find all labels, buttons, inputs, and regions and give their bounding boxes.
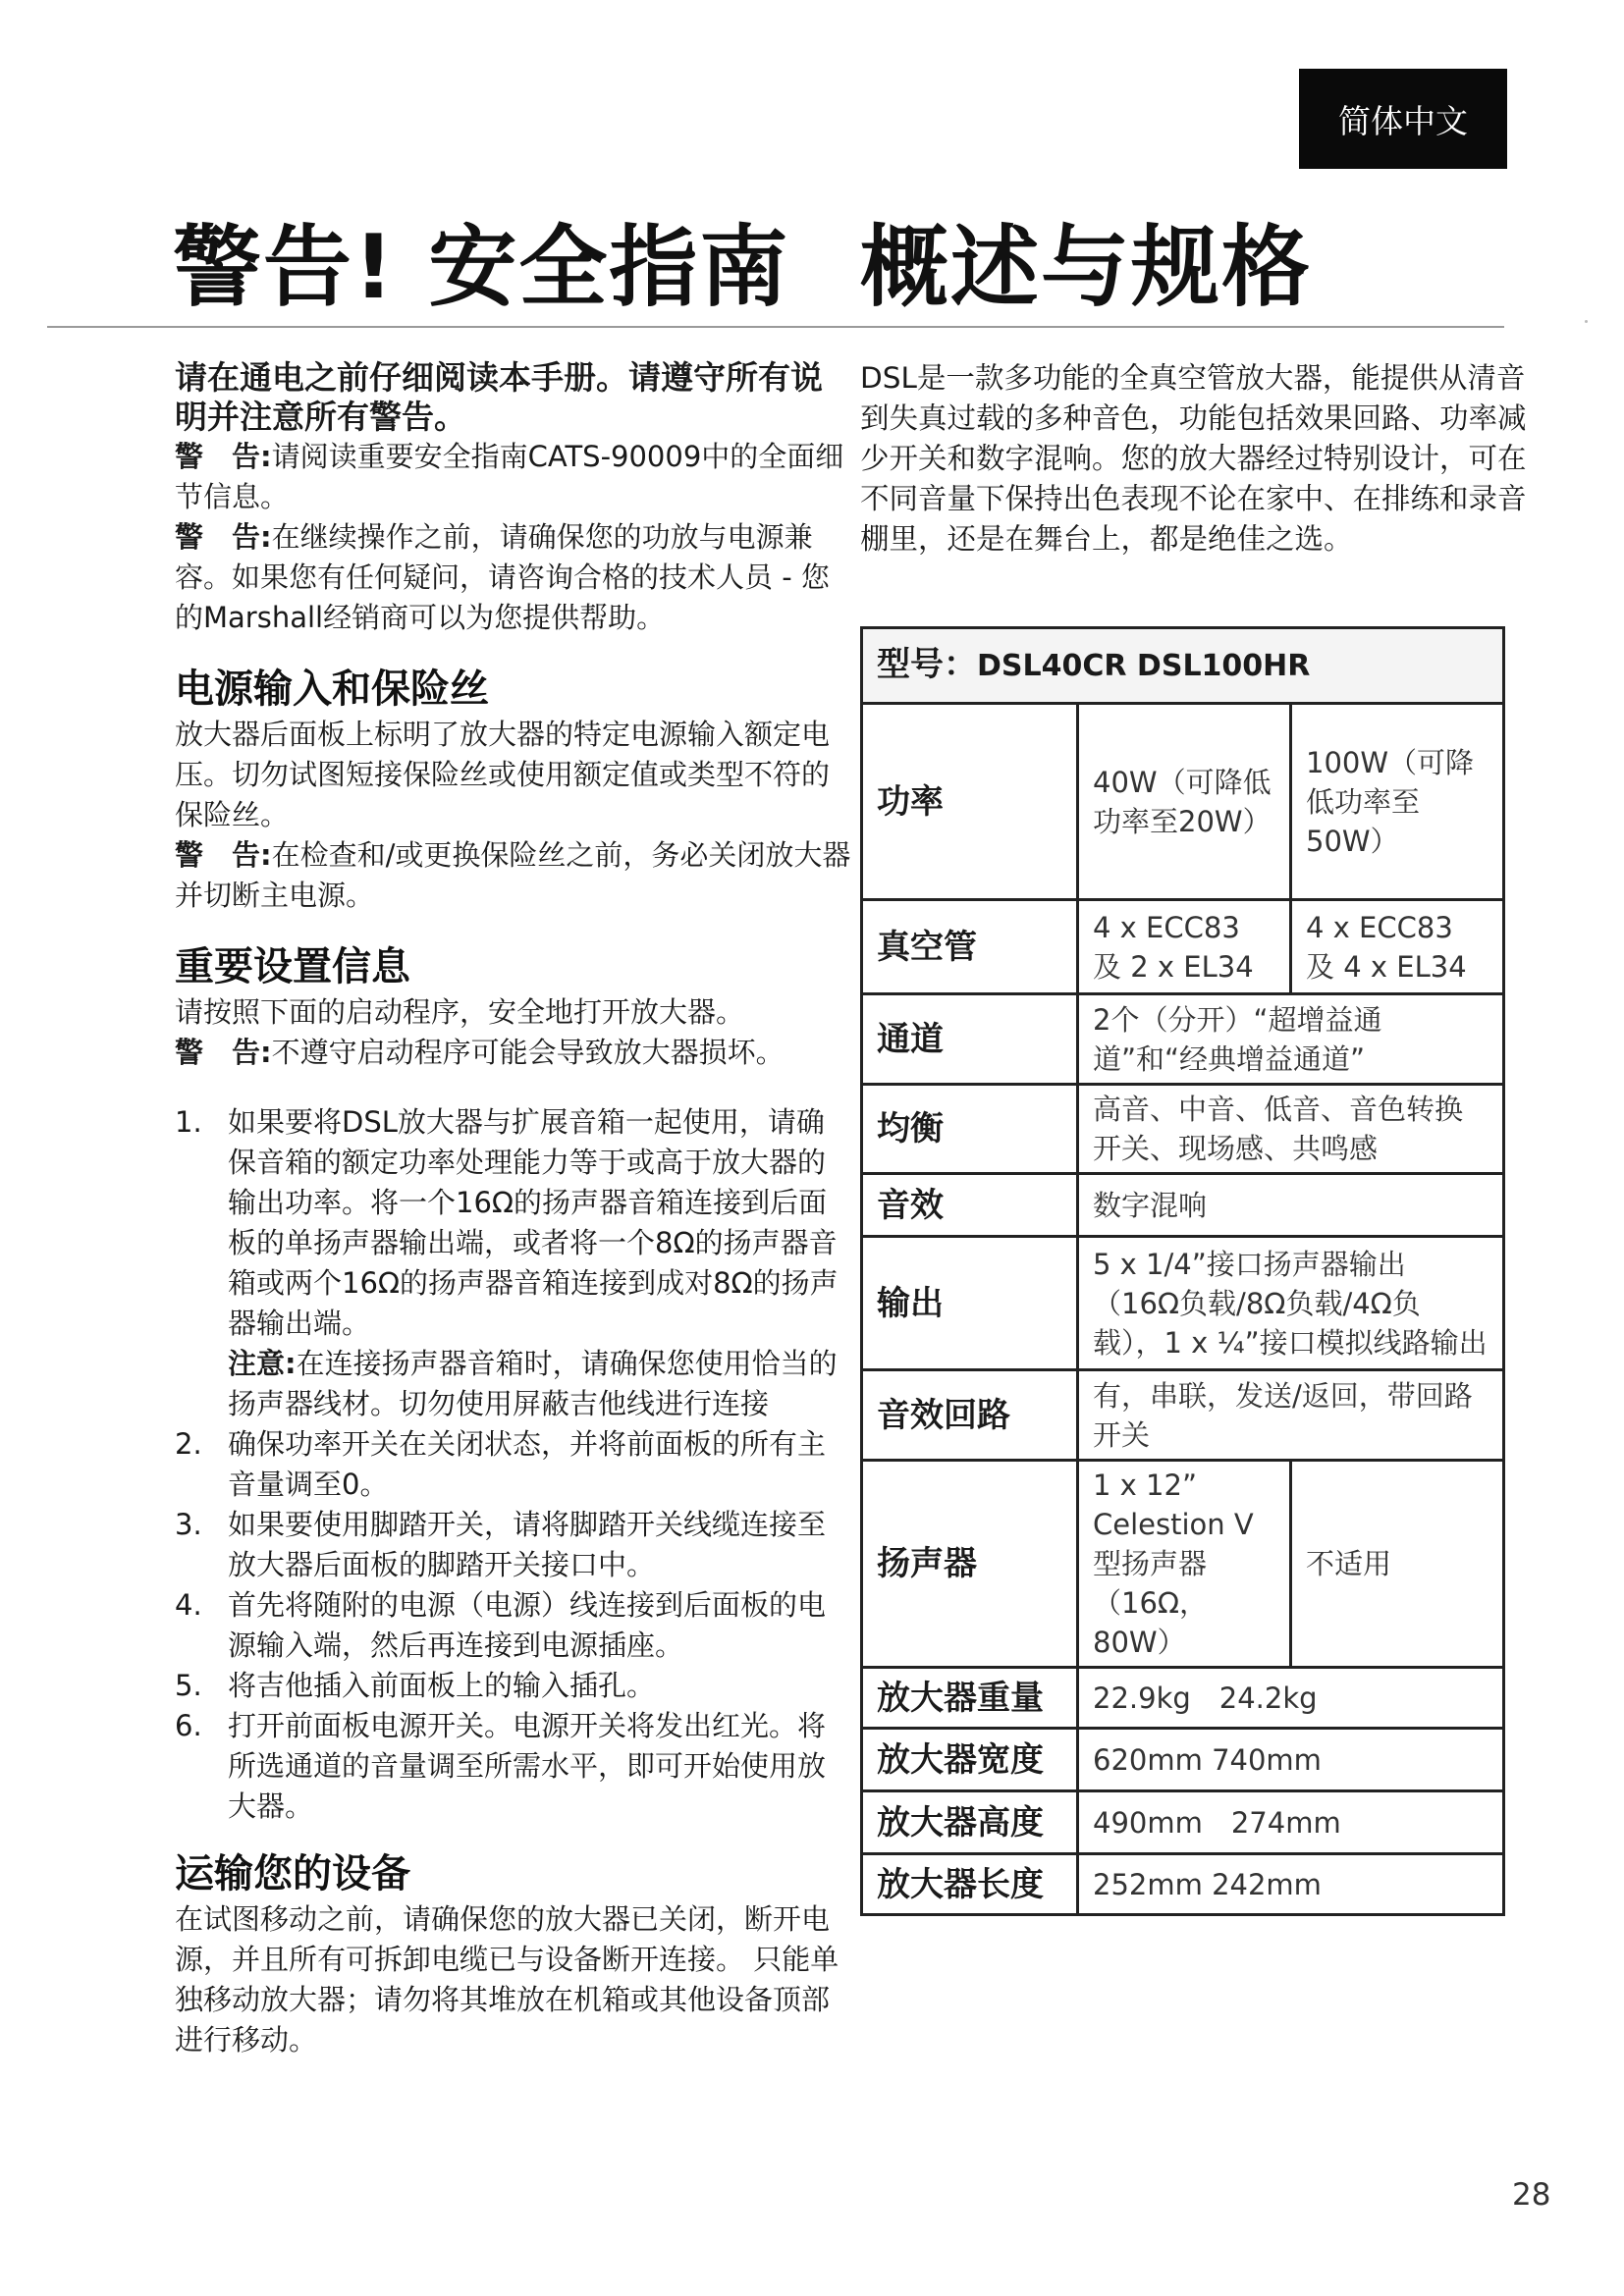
warning-1	[175, 437, 852, 517]
warning-4	[175, 1033, 852, 1073]
spec-label: 扬声器	[862, 1461, 1078, 1668]
step-text: 首先将随附的电源（电源）线连接到后面板的电源输入端，然后再连接到电源插座。	[228, 1588, 827, 1662]
setup-text: 请按照下面的启动程序，安全地打开放大器。	[175, 995, 745, 1029]
table-row	[862, 704, 1504, 900]
note-text: 在连接扬声器音箱时，请确保您使用恰当的扬声器线材。切勿使用屏蔽吉他线进行连接	[228, 1347, 838, 1420]
safety-title: 警告! 安全指南	[173, 216, 790, 319]
list-item	[175, 1666, 852, 1706]
lead-instruction: 请在通电之前仔细阅读本手册。请遵守所有说明并注意所有警告。	[175, 358, 823, 436]
spec-value: 1 x 12” Celestion V型扬声器（16Ω，80W）	[1078, 1461, 1291, 1668]
table-row	[862, 900, 1504, 994]
list-item	[175, 1102, 852, 1424]
warning-label: 警 告:	[175, 838, 272, 872]
warning-text: 请阅读重要安全指南CATS-90009中的全面细节信息。	[175, 440, 844, 513]
step-text: 打开前面板电源开关。电源开关将发出红光。将所选通道的音量调至所需水平，即可开始使用放大器。	[228, 1709, 827, 1823]
warning-2	[175, 517, 852, 638]
table-row	[862, 1729, 1504, 1791]
spec-label: 放大器长度	[862, 1854, 1078, 1915]
step-text: 如果要将DSL放大器与扩展音箱一起使用，请确保音箱的额定功率处理能力等于或高于放大器的输出功率。将一个16Ω的扬声器音箱连接到后面板的单扬声器输出端，或者将一个8Ω的扬声器音箱或两个16Ω的扬声器音箱连接到成对8Ω的扬声器输出端。	[228, 1105, 839, 1340]
warning-label: 警 告:	[175, 1036, 272, 1069]
spec-value: 不适用	[1291, 1461, 1504, 1668]
model-value: DSL40CR DSL100HR	[977, 649, 1311, 683]
spec-label: 放大器宽度	[862, 1729, 1078, 1791]
table-row	[862, 1085, 1504, 1174]
spec-value: 有，串联，发送/返回，带回路开关	[1078, 1370, 1504, 1461]
list-item	[175, 1424, 852, 1505]
product-intro: DSL是一款多功能的全真空管放大器，能提供从清音到失真过载的多种音色，功能包括效果回路、功率减少开关和数字混响。您的放大器经过特别设计，可在不同音量下保持出色表现不论在家中、在排练和录音棚里，还是在舞台上，都是绝佳之选。	[860, 361, 1527, 556]
step-number: 6.	[175, 1709, 202, 1742]
power-heading: 电源输入和保险丝	[175, 667, 489, 712]
overview-column	[860, 358, 1547, 560]
model-label: 型号：	[877, 645, 977, 684]
overview-title: 概述与规格	[860, 216, 1312, 319]
spec-value: 490mm 274mm	[1078, 1791, 1504, 1854]
step-number: 2.	[175, 1427, 202, 1461]
step-number: 4.	[175, 1588, 202, 1622]
page-number: 28	[1512, 2177, 1551, 2213]
list-item	[175, 1505, 852, 1585]
spec-label: 音效	[862, 1174, 1078, 1237]
spec-value: 2个（分开）“超增益通道”和“经典增益通道”	[1078, 994, 1504, 1085]
table-row	[862, 1370, 1504, 1461]
step-number: 1.	[175, 1105, 202, 1139]
step-text: 如果要使用脚踏开关，请将脚踏开关线缆连接至放大器后面板的脚踏开关接口中。	[228, 1508, 827, 1581]
table-row	[862, 1854, 1504, 1915]
model-cell	[862, 628, 1504, 704]
table-row	[862, 1237, 1504, 1370]
spec-value: 数字混响	[1078, 1174, 1504, 1237]
transport-heading: 运输您的设备	[175, 1851, 410, 1896]
list-item	[175, 1585, 852, 1666]
list-item	[175, 1706, 852, 1827]
warning-text: 不遵守启动程序可能会导致放大器损坏。	[271, 1036, 785, 1069]
power-text: 放大器后面板上标明了放大器的特定电源输入额定电压。切勿试图短接保险丝或使用额定值或类型不符的保险丝。	[175, 718, 831, 831]
table-row	[862, 1791, 1504, 1854]
spec-value: 高音、中音、低音、音色转换开关、现场感、共鸣感	[1078, 1085, 1504, 1174]
spec-value: 100W（可降低功率至50W）	[1291, 704, 1504, 900]
transport-text: 在试图移动之前，请确保您的放大器已关闭，断开电源，并且所有可拆卸电缆已与设备断开连接。 只能单独移动放大器；请勿将其堆放在机箱或其他设备顶部进行移动。	[175, 1902, 839, 2056]
warning-3	[175, 835, 852, 916]
spec-value: 5 x 1/4”接口扬声器输出（16Ω负载/8Ω负载/4Ω负载），1 x ¼”接口模拟线路输出	[1078, 1237, 1504, 1370]
table-row	[862, 1668, 1504, 1729]
spec-value: 252mm 242mm	[1078, 1854, 1504, 1915]
step-text: 确保功率开关在关闭状态，并将前面板的所有主音量调至0。	[228, 1427, 827, 1501]
note-label: 注意:	[228, 1347, 297, 1380]
spec-value: 40W（可降低功率至20W）	[1078, 704, 1291, 900]
step-number: 3.	[175, 1508, 202, 1541]
spec-label: 输出	[862, 1237, 1078, 1370]
spec-label: 真空管	[862, 900, 1078, 994]
step-text: 将吉他插入前面板上的输入插孔。	[228, 1669, 656, 1702]
warning-label: 警 告:	[175, 440, 272, 473]
spec-label: 放大器高度	[862, 1791, 1078, 1854]
spec-label: 通道	[862, 994, 1078, 1085]
table-row	[862, 628, 1504, 704]
spec-label: 均衡	[862, 1085, 1078, 1174]
spec-value: 4 x ECC83 及 2 x EL34	[1078, 900, 1291, 994]
step-number: 5.	[175, 1669, 202, 1702]
table-row	[862, 1461, 1504, 1668]
setup-heading: 重要设置信息	[175, 944, 410, 989]
spec-table	[860, 626, 1505, 1916]
scan-speck	[1585, 320, 1588, 323]
warning-label: 警 告:	[175, 520, 272, 554]
table-row	[862, 1174, 1504, 1237]
warning-text: 在检查和/或更换保险丝之前，务必关闭放大器并切断主电源。	[175, 838, 851, 912]
header-divider	[47, 326, 1504, 328]
spec-label: 功率	[862, 704, 1078, 900]
spec-value: 22.9kg 24.2kg	[1078, 1668, 1504, 1729]
spec-value: 620mm 740mm	[1078, 1729, 1504, 1791]
startup-steps	[175, 1102, 852, 1827]
spec-value: 4 x ECC83 及 4 x EL34	[1291, 900, 1504, 994]
spec-label: 音效回路	[862, 1370, 1078, 1461]
table-row	[862, 994, 1504, 1085]
safety-column	[175, 358, 852, 2060]
spec-label: 放大器重量	[862, 1668, 1078, 1729]
language-badge: 简体中文	[1299, 69, 1507, 169]
warning-text: 在继续操作之前，请确保您的功放与电源兼容。如果您有任何疑问，请咨询合格的技术人员 - 您的Marshall经销商可以为您提供帮助。	[175, 520, 830, 634]
